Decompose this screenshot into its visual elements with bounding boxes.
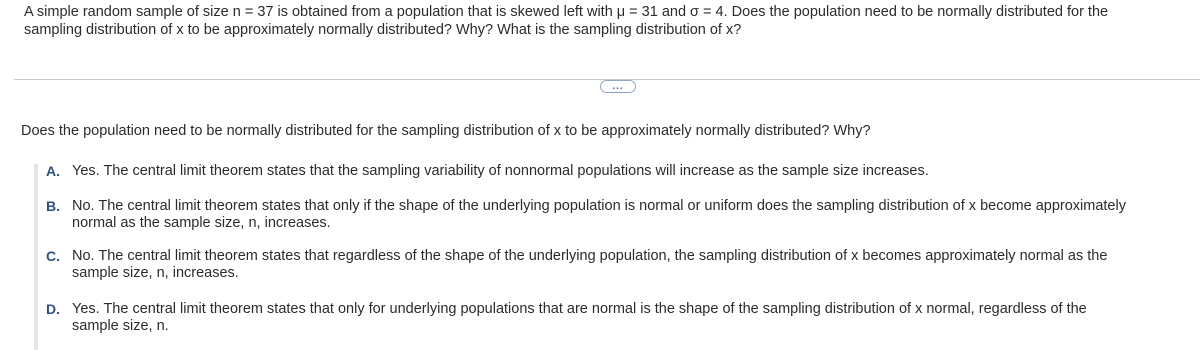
option-c[interactable]: [38, 248, 1188, 282]
option-d-line-2: sample size, n.: [72, 318, 169, 334]
ellipsis-icon: ...: [612, 80, 624, 92]
option-b[interactable]: [38, 198, 1188, 232]
option-c-text: [72, 248, 1107, 282]
option-c-letter: C.: [46, 248, 60, 264]
subquestion-text: Does the population need to be normally distributed for the sampling distribution of x to be approximately normally distributed? Why?: [21, 123, 871, 139]
option-a-text: [72, 163, 929, 180]
option-d-letter: D.: [46, 301, 60, 317]
option-a-letter: A.: [46, 163, 60, 179]
option-a[interactable]: [38, 163, 1188, 180]
question-line-1: A simple random sample of size n = 37 is obtained from a population that is skewed left with μ = 31 and σ = 4. Does the population need to be normally distributed for the: [24, 4, 1109, 20]
option-b-letter: B.: [46, 198, 60, 214]
option-c-line-2: sample size, n, increases.: [72, 265, 239, 281]
option-a-line-1: Yes. The central limit theorem states that the sampling variability of nonnormal populations will increase as the sample size increases.: [72, 163, 929, 179]
option-b-text: [72, 198, 1126, 232]
question-line-2: sampling distribution of x to be approximately normally distributed? Why? What is the sampling distribution of x?: [24, 22, 742, 38]
option-b-line-1: No. The central limit theorem states that only if the shape of the underlying population is normal or uniform does the sampling distribution of x become approximately: [72, 198, 1126, 214]
option-d[interactable]: [38, 301, 1188, 335]
option-d-text: [72, 301, 1087, 335]
option-b-line-2: normal as the sample size, n, increases.: [72, 215, 331, 231]
show-more-button[interactable]: [600, 80, 636, 93]
option-d-line-1: Yes. The central limit theorem states that only for underlying populations that are normal is the shape of the sampling distribution of x normal, regardless of the: [72, 301, 1087, 317]
option-c-line-1: No. The central limit theorem states that regardless of the shape of the underlying population, the sampling distribution of x becomes approximately normal as the: [72, 248, 1108, 264]
question-text: [24, 3, 1174, 39]
